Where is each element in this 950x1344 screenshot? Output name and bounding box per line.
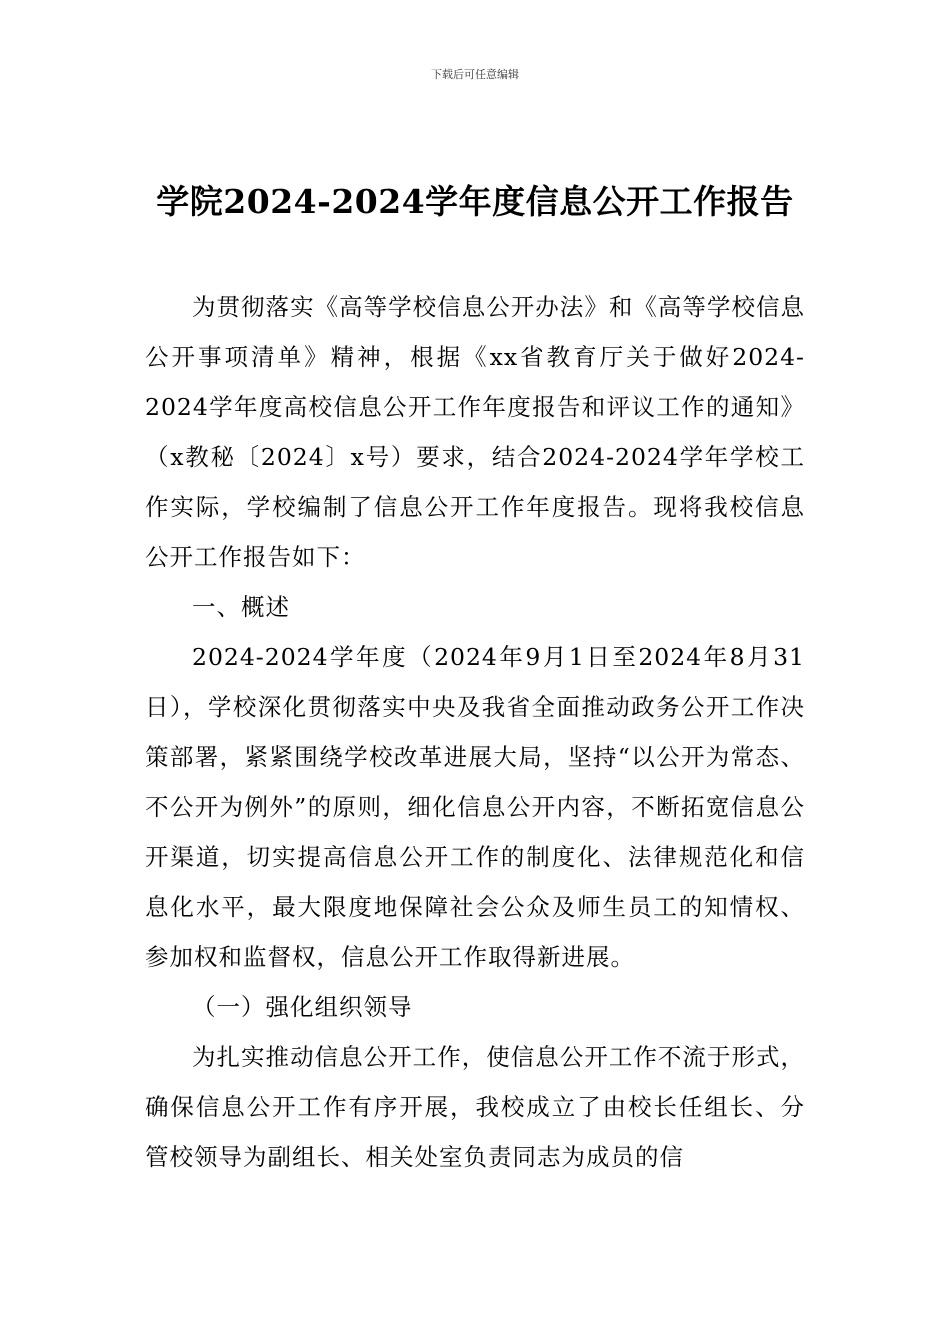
overview-paragraph: 2024-2024学年度（2024年9月1日至2024年8月31日），学校深化贯彻落实中央及我省全面推动政务公开工作决策部署，紧紧围绕学校改革进展大局，坚持“以公开为常态、不公开为例外”的原则，细化信息公开内容，不断拓宽信息公开渠道，切实提高信息公开工作的制度化、法律规范化和信息化水平，最大限度地保障社会公众及师生员工的知情权、参加权和监督权，信息公开工作取得新进展。 bbox=[145, 643, 805, 971]
document-body bbox=[145, 282, 805, 1182]
subsection-heading-leadership: （一）强化组织领导 bbox=[192, 993, 413, 1021]
intro-paragraph: 为贯彻落实《高等学校信息公开办法》和《高等学校信息公开事项清单》精神，根据《xx省教育厅关于做好2024-2024学年度高校信息公开工作年度报告和评议工作的通知》（x教秘〔2024〕x号）要求，结合2024-2024学年学校工作实际，学校编制了信息公开工作年度报告。现将我校信息公开工作报告如下： bbox=[145, 293, 805, 571]
leadership-paragraph: 为扎实推动信息公开工作，使信息公开工作不流于形式，确保信息公开工作有序开展，我校成立了由校长任组长、分管校领导为副组长、相关处室负责同志为成员的信 bbox=[145, 1043, 805, 1171]
document-title: 学院2024-2024学年度信息公开工作报告 bbox=[156, 182, 794, 221]
section-heading-overview: 一、概述 bbox=[192, 593, 290, 621]
header-note: 下载后可任意编辑 bbox=[431, 68, 519, 81]
